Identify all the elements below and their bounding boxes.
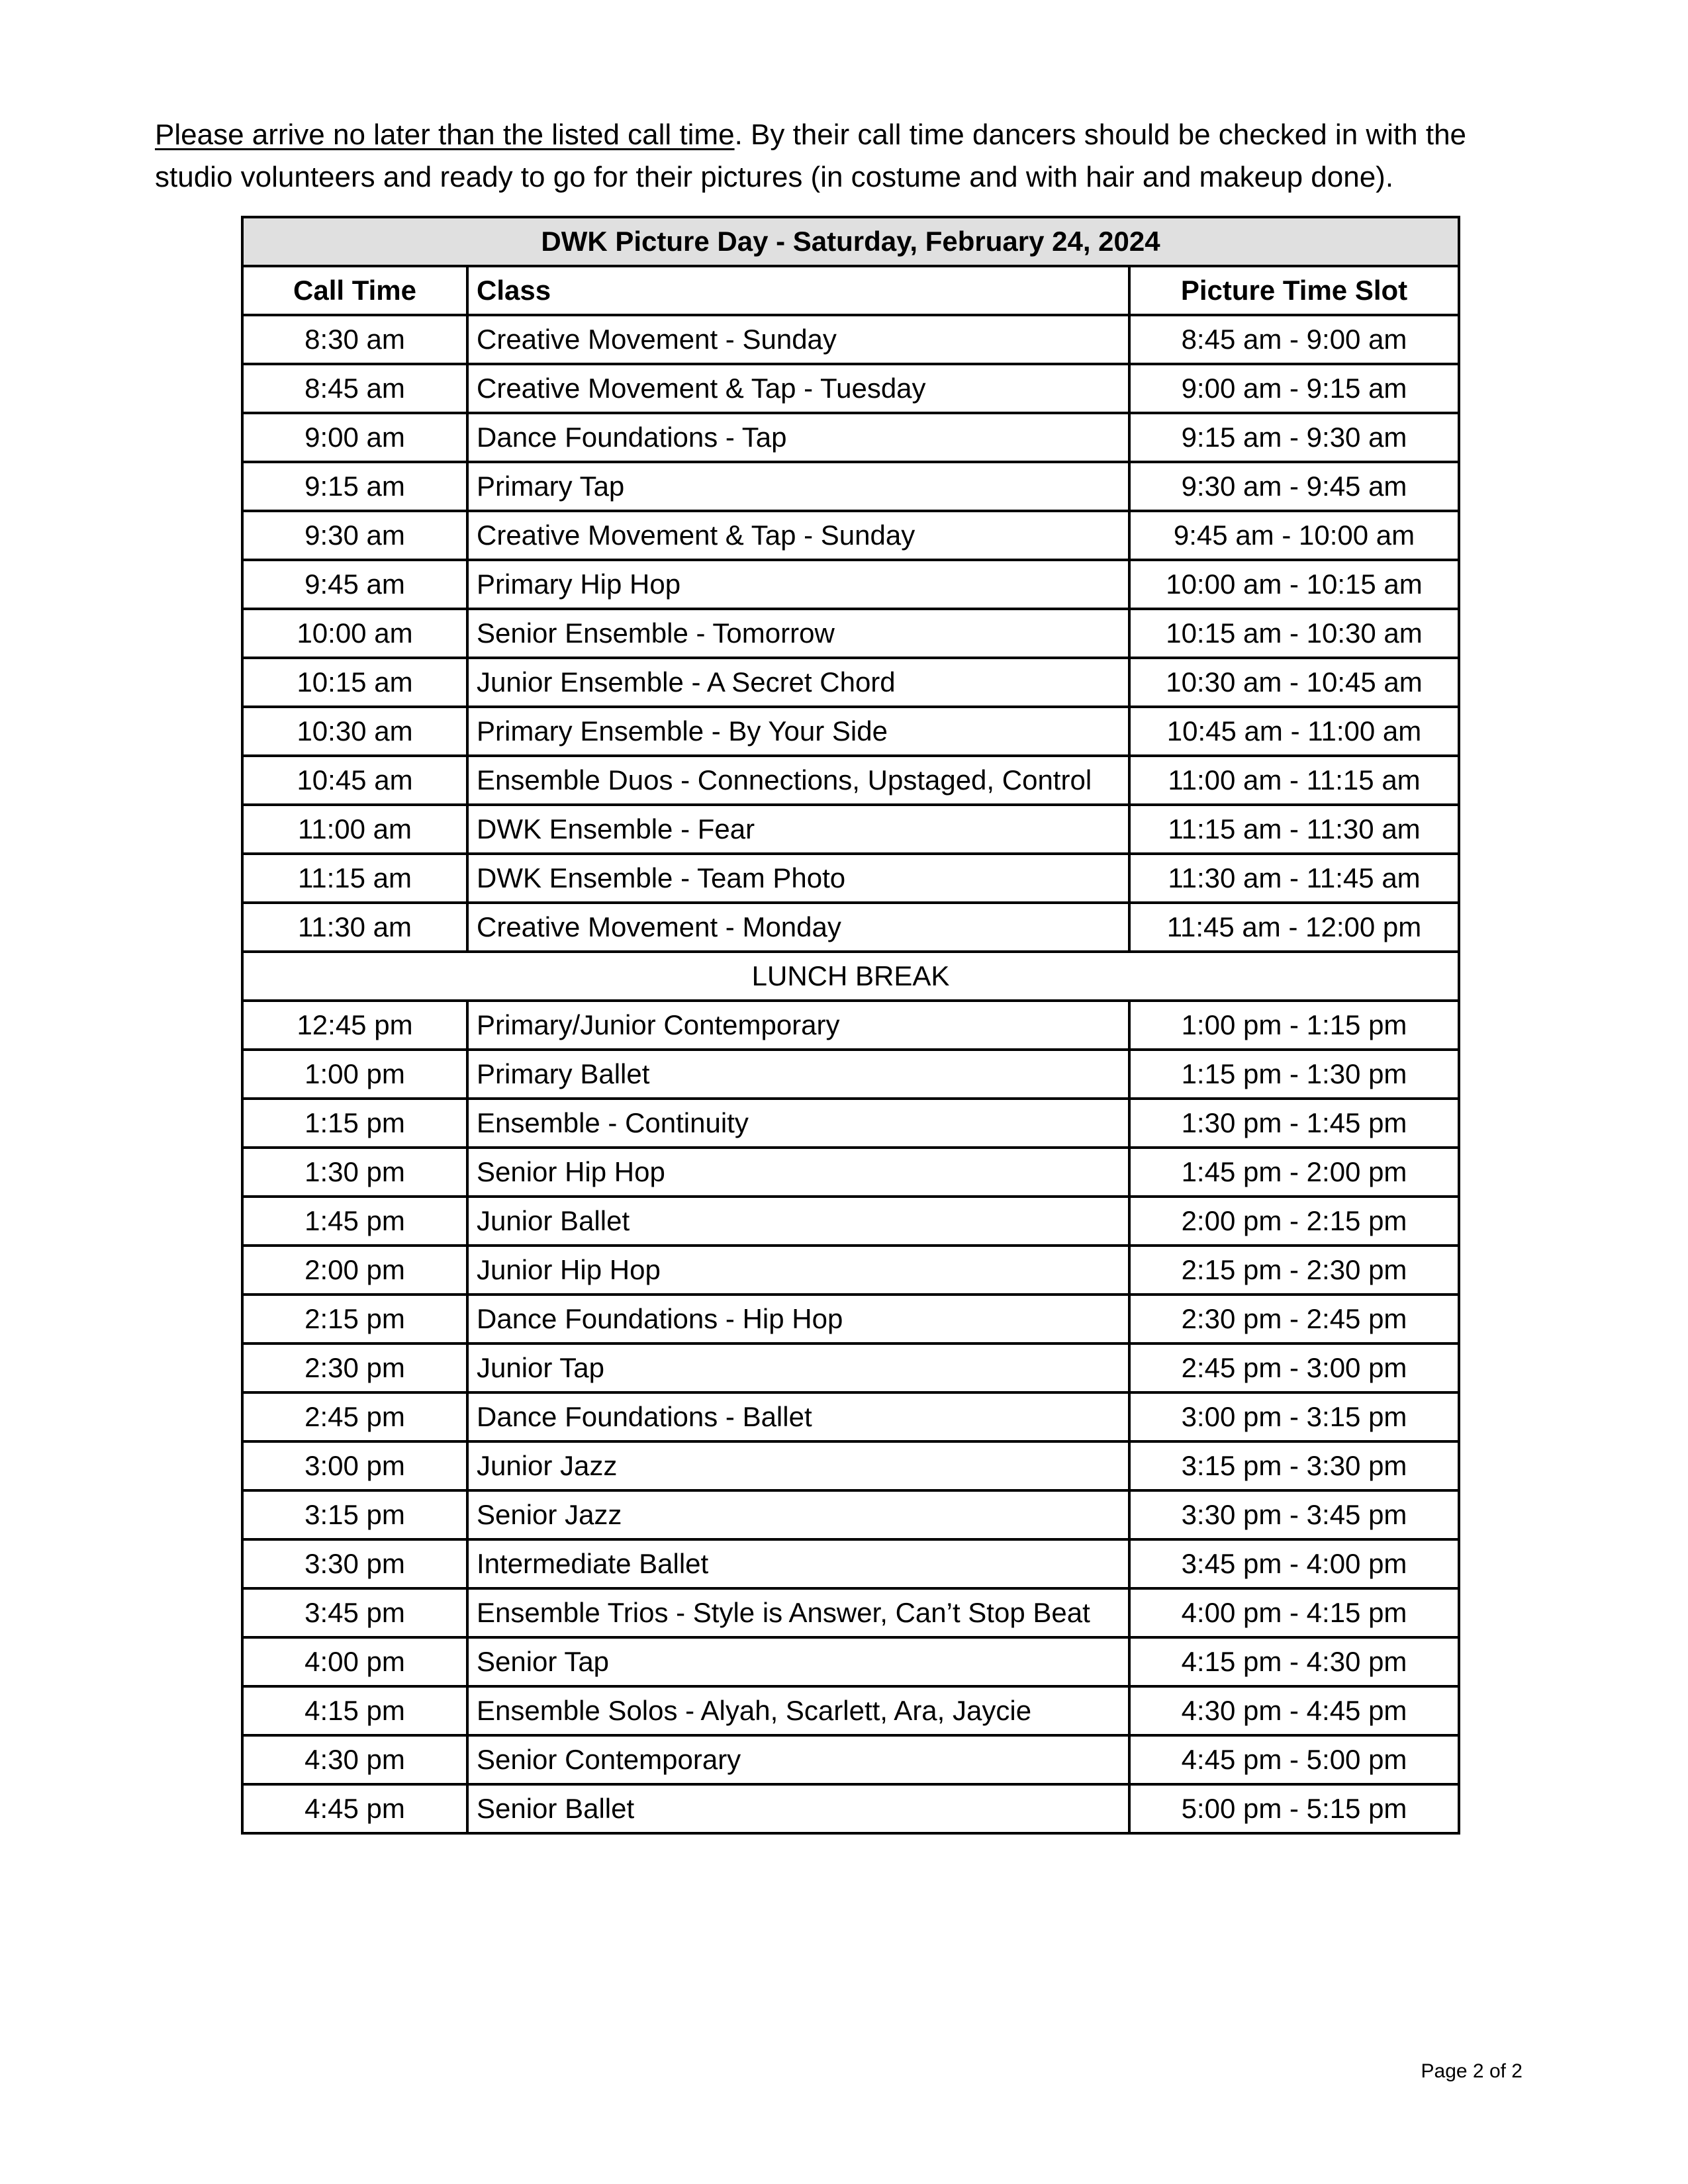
table-row: [242, 1148, 1459, 1197]
picture-slot-cell: 11:45 am - 12:00 pm: [1129, 903, 1459, 952]
class-cell: Senior Ballet: [467, 1784, 1129, 1833]
intro-underlined: Please arrive no later than the listed call time: [155, 118, 735, 151]
class-cell: Creative Movement - Monday: [467, 903, 1129, 952]
call-time-cell: 2:30 pm: [242, 1343, 467, 1392]
picture-slot-cell: 11:30 am - 11:45 am: [1129, 854, 1459, 903]
class-cell: Primary Tap: [467, 462, 1129, 511]
picture-slot-cell: 4:15 pm - 4:30 pm: [1129, 1637, 1459, 1686]
picture-slot-cell: 11:00 am - 11:15 am: [1129, 756, 1459, 805]
class-cell: Ensemble Duos - Connections, Upstaged, Control: [467, 756, 1129, 805]
table-row: [242, 315, 1459, 364]
table-row: [242, 1735, 1459, 1784]
class-cell: Primary Hip Hop: [467, 560, 1129, 609]
header-picture-slot: Picture Time Slot: [1129, 266, 1459, 315]
call-time-cell: 1:30 pm: [242, 1148, 467, 1197]
table-row: [242, 511, 1459, 560]
picture-slot-cell: 1:30 pm - 1:45 pm: [1129, 1099, 1459, 1148]
call-time-cell: 11:30 am: [242, 903, 467, 952]
table-row: [242, 854, 1459, 903]
class-cell: Junior Jazz: [467, 1441, 1129, 1490]
class-cell: Dance Foundations - Hip Hop: [467, 1295, 1129, 1343]
table-row: [242, 707, 1459, 756]
table-row: [242, 1343, 1459, 1392]
call-time-cell: 3:30 pm: [242, 1539, 467, 1588]
lunch-break-label: LUNCH BREAK: [242, 952, 1459, 1001]
class-cell: Dance Foundations - Tap: [467, 413, 1129, 462]
table-row: [242, 1392, 1459, 1441]
call-time-cell: 3:15 pm: [242, 1490, 467, 1539]
call-time-cell: 8:30 am: [242, 315, 467, 364]
picture-slot-cell: 9:45 am - 10:00 am: [1129, 511, 1459, 560]
picture-slot-cell: 3:15 pm - 3:30 pm: [1129, 1441, 1459, 1490]
call-time-cell: 3:45 pm: [242, 1588, 467, 1637]
class-cell: Ensemble Solos - Alyah, Scarlett, Ara, Jaycie: [467, 1686, 1129, 1735]
picture-slot-cell: 2:30 pm - 2:45 pm: [1129, 1295, 1459, 1343]
picture-slot-cell: 10:45 am - 11:00 am: [1129, 707, 1459, 756]
picture-slot-cell: 3:30 pm - 3:45 pm: [1129, 1490, 1459, 1539]
table-row: [242, 658, 1459, 707]
table-row: [242, 1588, 1459, 1637]
class-cell: Ensemble Trios - Style is Answer, Can’t Stop Beat: [467, 1588, 1129, 1637]
table-row: [242, 1001, 1459, 1050]
picture-slot-cell: 10:00 am - 10:15 am: [1129, 560, 1459, 609]
class-cell: Junior Ballet: [467, 1197, 1129, 1246]
table-row: [242, 1099, 1459, 1148]
table-row: [242, 560, 1459, 609]
intro-rest: . By their call time dancers should be checked in with the studio volunteers and ready to go for their pictures (in costume and with hair and makeup done).: [155, 118, 1467, 193]
call-time-cell: 10:45 am: [242, 756, 467, 805]
call-time-cell: 9:30 am: [242, 511, 467, 560]
call-time-cell: 11:15 am: [242, 854, 467, 903]
picture-slot-cell: 2:00 pm - 2:15 pm: [1129, 1197, 1459, 1246]
call-time-cell: 3:00 pm: [242, 1441, 467, 1490]
class-cell: Creative Movement - Sunday: [467, 315, 1129, 364]
intro-paragraph: [155, 114, 1545, 199]
call-time-cell: 1:15 pm: [242, 1099, 467, 1148]
call-time-cell: 4:15 pm: [242, 1686, 467, 1735]
call-time-cell: 4:45 pm: [242, 1784, 467, 1833]
class-cell: Primary/Junior Contemporary: [467, 1001, 1129, 1050]
table-row: [242, 805, 1459, 854]
call-time-cell: 10:00 am: [242, 609, 467, 658]
table-row: [242, 609, 1459, 658]
picture-slot-cell: 9:00 am - 9:15 am: [1129, 364, 1459, 413]
picture-slot-cell: 2:45 pm - 3:00 pm: [1129, 1343, 1459, 1392]
call-time-cell: 2:15 pm: [242, 1295, 467, 1343]
call-time-cell: 1:00 pm: [242, 1050, 467, 1099]
table-row: [242, 1441, 1459, 1490]
schedule-body: [242, 315, 1459, 1833]
class-cell: DWK Ensemble - Team Photo: [467, 854, 1129, 903]
class-cell: Intermediate Ballet: [467, 1539, 1129, 1588]
class-cell: Primary Ballet: [467, 1050, 1129, 1099]
call-time-cell: 4:00 pm: [242, 1637, 467, 1686]
header-call-time: Call Time: [242, 266, 467, 315]
picture-slot-cell: 4:00 pm - 4:15 pm: [1129, 1588, 1459, 1637]
table-row: [242, 1784, 1459, 1833]
picture-slot-cell: 4:30 pm - 4:45 pm: [1129, 1686, 1459, 1735]
call-time-cell: 10:30 am: [242, 707, 467, 756]
picture-slot-cell: 4:45 pm - 5:00 pm: [1129, 1735, 1459, 1784]
class-cell: Primary Ensemble - By Your Side: [467, 707, 1129, 756]
picture-slot-cell: 1:00 pm - 1:15 pm: [1129, 1001, 1459, 1050]
picture-slot-cell: 3:45 pm - 4:00 pm: [1129, 1539, 1459, 1588]
picture-slot-cell: 11:15 am - 11:30 am: [1129, 805, 1459, 854]
class-cell: Senior Ensemble - Tomorrow: [467, 609, 1129, 658]
table-row: [242, 1686, 1459, 1735]
class-cell: Dance Foundations - Ballet: [467, 1392, 1129, 1441]
class-cell: Creative Movement & Tap - Sunday: [467, 511, 1129, 560]
call-time-cell: 9:00 am: [242, 413, 467, 462]
call-time-cell: 9:45 am: [242, 560, 467, 609]
class-cell: Senior Hip Hop: [467, 1148, 1129, 1197]
lunch-break-row: [242, 952, 1459, 1001]
table-row: [242, 364, 1459, 413]
picture-slot-cell: 9:30 am - 9:45 am: [1129, 462, 1459, 511]
table-title-row: [242, 217, 1459, 266]
call-time-cell: 1:45 pm: [242, 1197, 467, 1246]
table-row: [242, 1197, 1459, 1246]
class-cell: Creative Movement & Tap - Tuesday: [467, 364, 1129, 413]
table-title: DWK Picture Day - Saturday, February 24, 2024: [242, 217, 1459, 266]
picture-slot-cell: 1:45 pm - 2:00 pm: [1129, 1148, 1459, 1197]
call-time-cell: 2:00 pm: [242, 1246, 467, 1295]
header-class: Class: [467, 266, 1129, 315]
schedule-table: [241, 216, 1460, 1835]
call-time-cell: 2:45 pm: [242, 1392, 467, 1441]
class-cell: Senior Jazz: [467, 1490, 1129, 1539]
table-row: [242, 756, 1459, 805]
call-time-cell: 4:30 pm: [242, 1735, 467, 1784]
picture-slot-cell: 5:00 pm - 5:15 pm: [1129, 1784, 1459, 1833]
table-header-row: [242, 266, 1459, 315]
table-row: [242, 1050, 1459, 1099]
table-row: [242, 462, 1459, 511]
picture-slot-cell: 10:15 am - 10:30 am: [1129, 609, 1459, 658]
table-row: [242, 903, 1459, 952]
table-row: [242, 413, 1459, 462]
class-cell: Senior Contemporary: [467, 1735, 1129, 1784]
picture-slot-cell: 1:15 pm - 1:30 pm: [1129, 1050, 1459, 1099]
call-time-cell: 12:45 pm: [242, 1001, 467, 1050]
class-cell: Senior Tap: [467, 1637, 1129, 1686]
call-time-cell: 11:00 am: [242, 805, 467, 854]
table-row: [242, 1246, 1459, 1295]
table-row: [242, 1295, 1459, 1343]
class-cell: Junior Ensemble - A Secret Chord: [467, 658, 1129, 707]
picture-slot-cell: 8:45 am - 9:00 am: [1129, 315, 1459, 364]
class-cell: Junior Tap: [467, 1343, 1129, 1392]
class-cell: Ensemble - Continuity: [467, 1099, 1129, 1148]
picture-slot-cell: 3:00 pm - 3:15 pm: [1129, 1392, 1459, 1441]
class-cell: Junior Hip Hop: [467, 1246, 1129, 1295]
class-cell: DWK Ensemble - Fear: [467, 805, 1129, 854]
call-time-cell: 9:15 am: [242, 462, 467, 511]
page-number: Page 2 of 2: [1421, 2060, 1523, 2082]
picture-slot-cell: 10:30 am - 10:45 am: [1129, 658, 1459, 707]
picture-slot-cell: 2:15 pm - 2:30 pm: [1129, 1246, 1459, 1295]
call-time-cell: 10:15 am: [242, 658, 467, 707]
table-row: [242, 1637, 1459, 1686]
picture-slot-cell: 9:15 am - 9:30 am: [1129, 413, 1459, 462]
table-row: [242, 1490, 1459, 1539]
call-time-cell: 8:45 am: [242, 364, 467, 413]
table-row: [242, 1539, 1459, 1588]
